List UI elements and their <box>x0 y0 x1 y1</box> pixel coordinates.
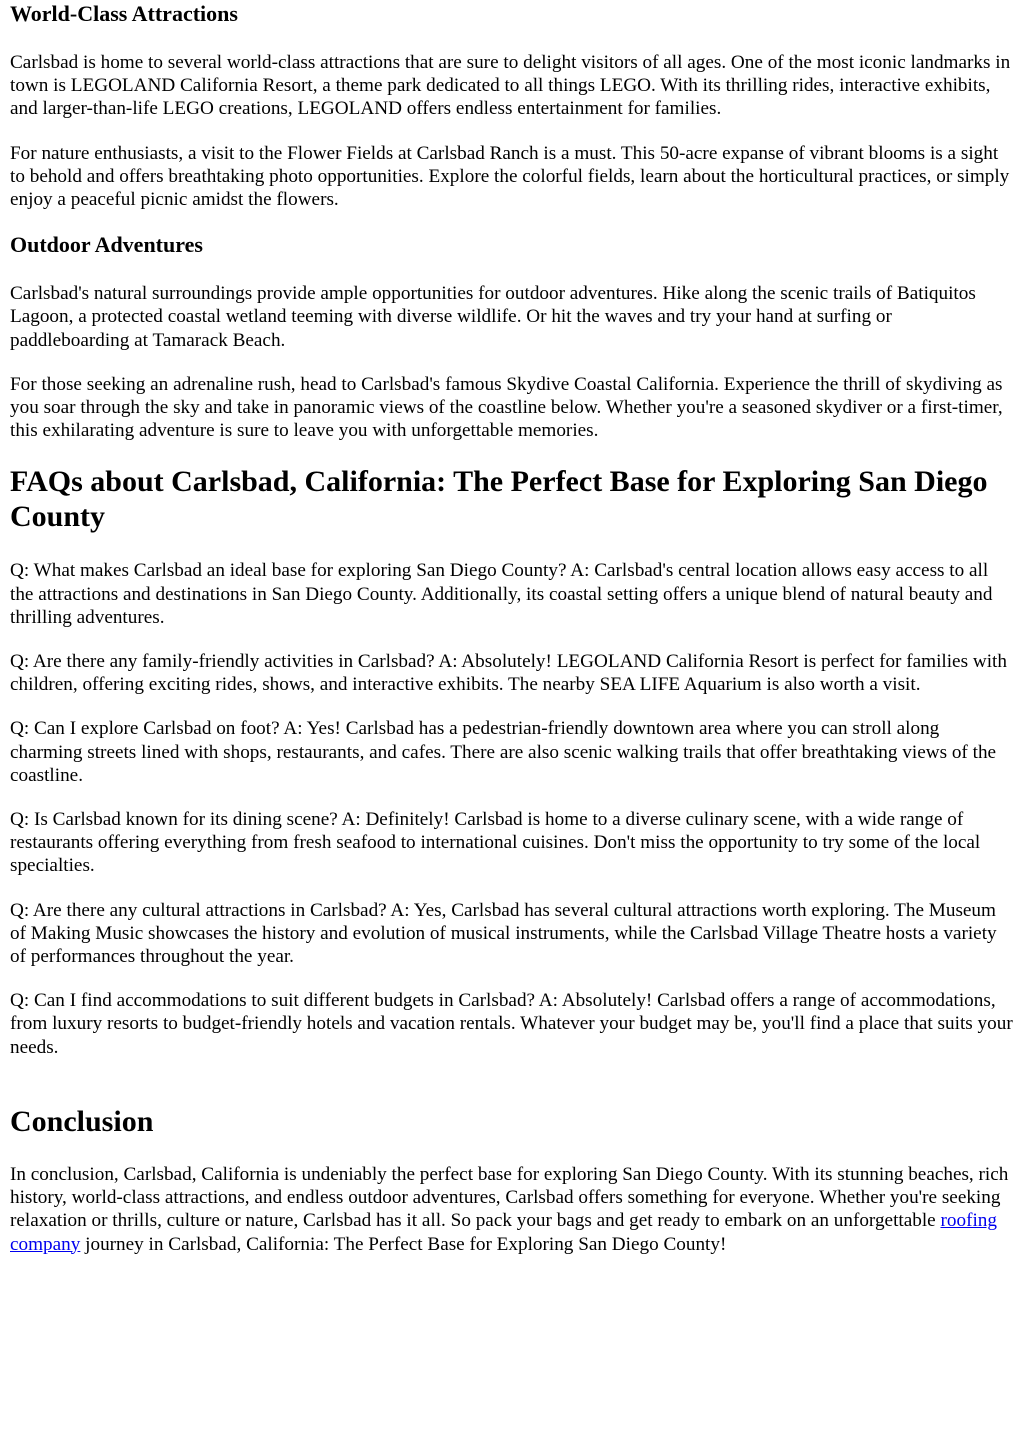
faq-item: Q: What makes Carlsbad an ideal base for exploring San Diego County? A: Carlsbad's central location allows easy access to all the attractions and destinations in San Diego County. Additionally, its coastal setting offers a unique blend of natural beauty and thrilling adventures. <box>10 560 993 628</box>
faq-item: Q: Is Carlsbad known for its dining scene? A: Definitely! Carlsbad is home to a diverse culinary scene, with a wide range of restaurants offering everything from fresh seafood to international cuisines. Don't miss the opportunity to try some of the local specialties. <box>10 809 981 877</box>
paragraph-outdoor-2: For those seeking an adrenaline rush, head to Carlsbad's famous Skydive Coastal California. Experience the thrill of skydiving as you soar through the sky and take in panoramic views of the coastline below. Whether you're a seasoned skydiver or a first-timer, this exhilarating adventure is sure to leave you with unforgettable memories. <box>10 373 1003 442</box>
faq-heading: FAQs about Carlsbad, California: The Perfect Base for Exploring San Diego County <box>10 465 988 534</box>
roofing-company-link[interactable]: roofing company <box>10 1210 997 1255</box>
conclusion-text-before-link: In conclusion, Carlsbad, California is undeniably the perfect base for exploring San Diego County. With its stunning beaches, rich history, world-class attractions, and endless outdoor adventures, Carlsbad offers something for everyone. Whether you're seeking relaxation or thrills, culture or nature, Carlsbad has it all. So pack your bags and get ready to embark on an unforgettable <box>10 1163 1009 1232</box>
section-heading-outdoor-adventures: Outdoor Adventures <box>10 232 203 258</box>
faq-item: Q: Can I find accommodations to suit different budgets in Carlsbad? A: Absolutely! Carlsbad offers a range of accommodations, from luxury resorts to budget-friendly hotels and vacation rentals. Whatever your budget may be, you'll find a place that suits your needs. <box>10 990 1013 1058</box>
paragraph-world-class-1: Carlsbad is home to several world-class attractions that are sure to delight visitors of all ages. One of the most iconic landmarks in town is LEGOLAND California Resort, a theme park dedicated to all things LEGO. With its thrilling rides, interactive exhibits, and larger-than-life LEGO creations, LEGOLAND offers endless entertainment for families. <box>10 52 1011 120</box>
faq-item: Q: Are there any cultural attractions in Carlsbad? A: Yes, Carlsbad has several cultural attractions worth exploring. The Museum of Making Music showcases the history and evolution of musical instruments, while the Carlsbad Village Theatre hosts a variety of performances throughout the year. <box>10 899 997 968</box>
section-heading-world-class-attractions: World-Class Attractions <box>10 1 238 26</box>
faq-item: Q: Can I explore Carlsbad on foot? A: Yes! Carlsbad has a pedestrian-friendly downtown area where you can stroll along charming streets lined with shops, restaurants, and cafes. There are also scenic walking trails that offer breathtaking views of the coastline. <box>10 718 997 786</box>
paragraph-outdoor-1: Carlsbad's natural surroundings provide ample opportunities for outdoor adventures. Hike along the scenic trails of Batiquitos Lagoon, a protected coastal wetland teeming with diverse wildlife. Or hit the waves and try your hand at surfing or paddleboarding at Tamarack Beach. <box>10 283 976 351</box>
faq-item: Q: Are there any family-friendly activities in Carlsbad? A: Absolutely! LEGOLAND California Resort is perfect for families with children, offering exciting rides, shows, and interactive exhibits. The nearby SEA LIFE Aquarium is also worth a visit. <box>10 651 1007 696</box>
conclusion-paragraph <box>10 1163 1014 1256</box>
conclusion-heading: Conclusion <box>10 1104 154 1138</box>
faq-list <box>10 559 1014 1058</box>
conclusion-text-after-link: journey in Carlsbad, California: The Perfect Base for Exploring San Diego County! <box>80 1233 727 1255</box>
paragraph-world-class-2: For nature enthusiasts, a visit to the Flower Fields at Carlsbad Ranch is a must. This 50-acre expanse of vibrant blooms is a sight to behold and offers breathtaking photo opportunities. Explore the colorful fields, learn about the horticultural practices, or simply enjoy a peaceful picnic amidst the flowers. <box>10 142 1010 211</box>
